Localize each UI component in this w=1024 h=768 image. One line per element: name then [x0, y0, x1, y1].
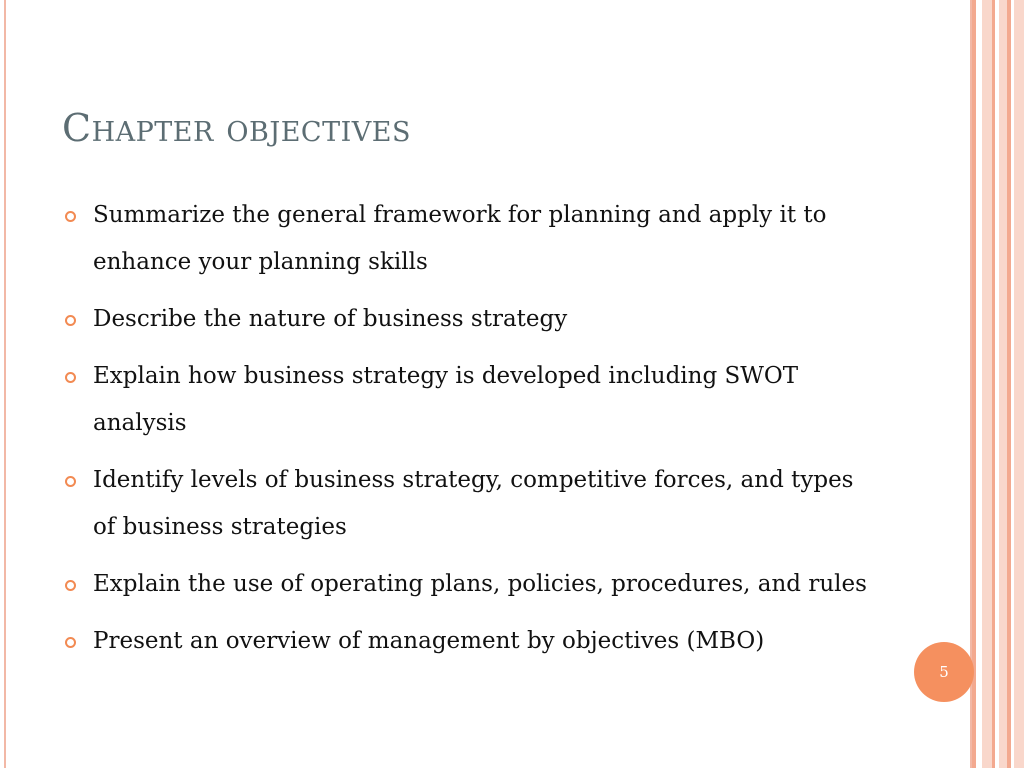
decorative-stripes: [972, 0, 1024, 768]
list-item-text: Explain how business strategy is developed including SWOT analysis: [93, 363, 799, 436]
list-item: [62, 561, 882, 608]
objectives-list: [62, 192, 882, 675]
page-number-badge: 5: [914, 642, 974, 702]
list-item: [62, 353, 882, 447]
bullet-circle-icon: [65, 372, 76, 383]
list-item-text: Explain the use of operating plans, policies, procedures, and rules: [93, 571, 867, 597]
bullet-circle-icon: [65, 315, 76, 326]
stripe: [972, 0, 976, 768]
list-item-text: Describe the nature of business strategy: [93, 306, 568, 332]
bullet-circle-icon: [65, 476, 76, 487]
list-item: [62, 192, 882, 286]
stripe: [999, 0, 1007, 768]
stripe: [1007, 0, 1011, 768]
list-item: [62, 457, 882, 551]
stripe: [992, 0, 995, 768]
bullet-circle-icon: [65, 637, 76, 648]
stripe: [1014, 0, 1024, 768]
stripe: [982, 0, 992, 768]
bullet-circle-icon: [65, 580, 76, 591]
list-item-text: Identify levels of business strategy, competitive forces, and types of business strategies: [93, 467, 854, 540]
slide-title: Chapter objectives: [62, 106, 411, 150]
bullet-circle-icon: [65, 211, 76, 222]
list-item-text: Summarize the general framework for planning and apply it to enhance your planning skills: [93, 202, 827, 275]
list-item-text: Present an overview of management by objectives (MBO): [93, 628, 765, 654]
list-item: [62, 618, 882, 665]
list-item: [62, 296, 882, 343]
